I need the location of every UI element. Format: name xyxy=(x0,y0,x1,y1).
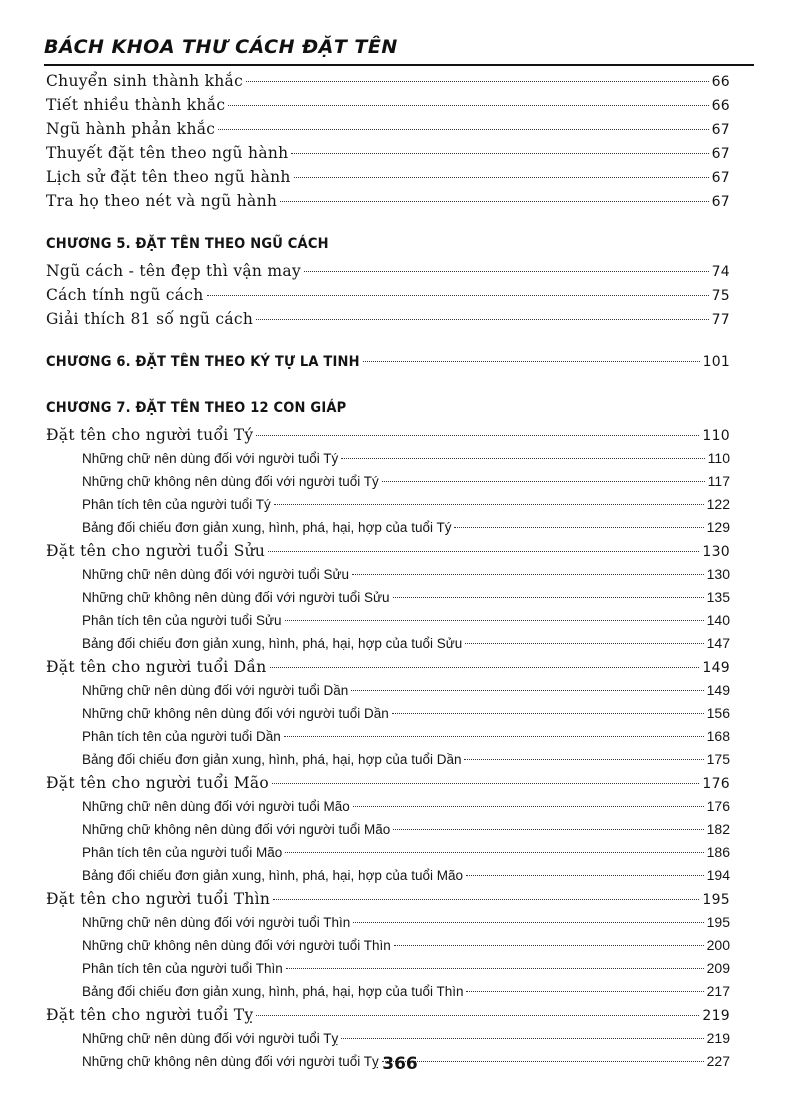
toc-subentry xyxy=(46,960,730,983)
dot-leader xyxy=(341,458,704,459)
page-ref: 67 xyxy=(711,122,730,138)
toc-entry xyxy=(46,168,730,192)
toc-section xyxy=(46,1006,730,1030)
toc-subentry xyxy=(46,450,730,473)
toc-subentry xyxy=(46,914,730,937)
chapter-title: CHƯƠNG 7. ĐẶT TÊN THEO 12 CON GIÁP xyxy=(46,400,347,416)
dot-leader xyxy=(280,201,708,202)
entry-title: Những chữ không nên dùng đối với người tuổi Tỵ xyxy=(82,1054,379,1069)
page-ref: 66 xyxy=(711,74,730,90)
entry-title: Những chữ nên dùng đối với người tuổi Sửu xyxy=(82,567,350,582)
entry-title: Những chữ không nên dùng đối với người tuổi Thìn xyxy=(82,938,391,953)
page-ref: 75 xyxy=(711,288,730,304)
toc-subentry xyxy=(46,798,730,821)
dot-leader xyxy=(218,129,708,130)
dot-leader xyxy=(207,295,709,296)
dot-leader xyxy=(270,667,700,668)
dot-leader xyxy=(285,852,703,853)
entry-title: Phân tích tên của người tuổi Mão xyxy=(82,845,283,860)
toc-subentry xyxy=(46,821,730,844)
dot-leader xyxy=(256,435,699,436)
dot-leader xyxy=(274,504,704,505)
entry-title: Đặt tên cho người tuổi Mão xyxy=(46,774,270,792)
toc-entry xyxy=(46,72,730,96)
page-ref: 74 xyxy=(711,264,730,280)
toc-subentry xyxy=(46,519,730,542)
toc-subentry xyxy=(46,496,730,519)
toc-subentry xyxy=(46,1030,730,1053)
toc-subentry xyxy=(46,983,730,1006)
page-ref: 217 xyxy=(706,983,730,999)
entry-title: Đặt tên cho người tuổi Dần xyxy=(46,658,267,676)
entry-title: Bảng đối chiếu đơn giản xung, hình, phá, hại, hợp của tuổi Mão xyxy=(82,868,463,883)
dot-leader xyxy=(466,991,703,992)
header-rule xyxy=(44,64,754,66)
entry-title: Phân tích tên của người tuổi Dần xyxy=(82,729,281,744)
page-ref: 110 xyxy=(702,428,730,444)
toc-entry xyxy=(46,120,730,144)
dot-leader xyxy=(285,620,704,621)
dot-leader xyxy=(351,690,703,691)
chapter-title: CHƯƠNG 5. ĐẶT TÊN THEO NGŨ CÁCH xyxy=(46,236,329,252)
dot-leader xyxy=(454,527,703,528)
page-ref: 147 xyxy=(706,635,730,651)
entry-title: Bảng đối chiếu đơn giản xung, hình, phá, hại, hợp của tuổi Dần xyxy=(82,752,462,767)
entry-title: Ngũ cách - tên đẹp thì vận may xyxy=(46,262,302,280)
chapter-7-sections xyxy=(46,426,730,1076)
entry-title: Phân tích tên của người tuổi Sửu xyxy=(82,613,282,628)
toc-entry xyxy=(46,310,730,334)
entry-title: Ngũ hành phản khắc xyxy=(46,120,216,138)
page-ref: 130 xyxy=(706,566,730,582)
toc-subentry xyxy=(46,566,730,589)
page-ref: 195 xyxy=(706,914,730,930)
page-ref: 149 xyxy=(706,682,730,698)
dot-leader xyxy=(393,597,704,598)
page-ref: 227 xyxy=(706,1053,730,1069)
dot-leader xyxy=(228,105,708,106)
page-ref: 122 xyxy=(706,496,730,512)
chapter-5-heading xyxy=(46,236,730,262)
dot-leader xyxy=(466,875,704,876)
dot-leader xyxy=(256,1015,699,1016)
entry-title: Những chữ nên dùng đối với người tuổi Tý xyxy=(82,451,339,466)
dot-leader xyxy=(341,1038,703,1039)
entry-title: Phân tích tên của người tuổi Tý xyxy=(82,497,271,512)
page-ref: 219 xyxy=(706,1030,730,1046)
dot-leader xyxy=(286,968,704,969)
page-ref: 135 xyxy=(706,589,730,605)
dot-leader xyxy=(382,481,705,482)
page-ref: 140 xyxy=(706,612,730,628)
entry-title: Lịch sử đặt tên theo ngũ hành xyxy=(46,168,291,186)
page-ref: 194 xyxy=(706,867,730,883)
entry-title: Những chữ nên dùng đối với người tuổi Mão xyxy=(82,799,350,814)
page-ref: 186 xyxy=(706,844,730,860)
page-ref: 219 xyxy=(702,1008,730,1024)
entry-title: Những chữ không nên dùng đối với người tuổi Dần xyxy=(82,706,389,721)
dot-leader xyxy=(353,806,704,807)
entry-title: Tiết nhiều thành khắc xyxy=(46,96,226,114)
dot-leader xyxy=(465,643,703,644)
dot-leader xyxy=(268,551,699,552)
entry-title: Những chữ không nên dùng đối với người tuổi Mão xyxy=(82,822,391,837)
entry-title: Đặt tên cho người tuổi Tỵ xyxy=(46,1006,254,1024)
page-ref: 67 xyxy=(711,194,730,210)
entry-title: Bảng đối chiếu đơn giản xung, hình, phá, hại, hợp của tuổi Sửu xyxy=(82,636,463,651)
entry-title: Bảng đối chiếu đơn giản xung, hình, phá, hại, hợp của tuổi Thìn xyxy=(82,984,464,999)
chapter-6-heading xyxy=(46,354,730,380)
entry-title: Giải thích 81 số ngũ cách xyxy=(46,310,254,328)
dot-leader xyxy=(392,713,704,714)
page-ref: 182 xyxy=(706,821,730,837)
page-ref: 117 xyxy=(707,473,730,489)
entry-title: Đặt tên cho người tuổi Tý xyxy=(46,426,254,444)
page-ref: 156 xyxy=(706,705,730,721)
entry-title: Những chữ nên dùng đối với người tuổi Dần xyxy=(82,683,349,698)
dot-leader xyxy=(394,945,704,946)
entry-title: Những chữ không nên dùng đối với người tuổi Sửu xyxy=(82,590,390,605)
dot-leader xyxy=(291,153,708,154)
page-ref: 67 xyxy=(711,146,730,162)
running-header: BÁCH KHOA THƯ CÁCH ĐẶT TÊN xyxy=(44,36,398,58)
dot-leader xyxy=(304,271,709,272)
page-ref: 110 xyxy=(707,450,730,466)
page-ref: 77 xyxy=(711,312,730,328)
page-ref: 176 xyxy=(702,776,730,792)
entry-title: Đặt tên cho người tuổi Sửu xyxy=(46,542,266,560)
dot-leader xyxy=(352,574,704,575)
dot-leader xyxy=(294,177,709,178)
dot-leader xyxy=(272,783,699,784)
dot-leader xyxy=(284,736,704,737)
page-ref: 195 xyxy=(702,892,730,908)
page-ref: 200 xyxy=(706,937,730,953)
page-ref: 67 xyxy=(711,170,730,186)
page-ref: 149 xyxy=(702,660,730,676)
intro-entries xyxy=(46,72,730,216)
chapter-title: CHƯƠNG 6. ĐẶT TÊN THEO KÝ TỰ LA TINH xyxy=(46,354,360,370)
toc-entry xyxy=(46,144,730,168)
toc-entry xyxy=(46,192,730,216)
entry-title: Thuyết đặt tên theo ngũ hành xyxy=(46,144,289,162)
dot-leader xyxy=(273,899,699,900)
page-number: 366 xyxy=(382,1054,418,1074)
dot-leader xyxy=(464,759,703,760)
toc-entry xyxy=(46,262,730,286)
page-ref: 168 xyxy=(706,728,730,744)
table-of-contents xyxy=(46,72,730,1076)
toc-subentry xyxy=(46,705,730,728)
dot-leader xyxy=(393,829,703,830)
page-ref: 130 xyxy=(702,544,730,560)
entry-title: Chuyển sinh thành khắc xyxy=(46,72,244,90)
dot-leader xyxy=(246,81,709,82)
page-ref: 66 xyxy=(711,98,730,114)
toc-subentry xyxy=(46,473,730,496)
dot-leader xyxy=(363,361,700,362)
toc-subentry xyxy=(46,937,730,960)
chapter-5-entries xyxy=(46,262,730,334)
entry-title: Những chữ nên dùng đối với người tuổi Thìn xyxy=(82,915,351,930)
toc-subentry xyxy=(46,682,730,705)
toc-entry xyxy=(46,96,730,120)
dot-leader xyxy=(353,922,703,923)
entry-title: Những chữ nên dùng đối với người tuổi Tỵ xyxy=(82,1031,339,1046)
chapter-7-heading xyxy=(46,400,730,426)
toc-subentry xyxy=(46,635,730,658)
page-ref: 209 xyxy=(706,960,730,976)
entry-title: Đặt tên cho người tuổi Thìn xyxy=(46,890,271,908)
toc-subentry xyxy=(46,867,730,890)
toc-section xyxy=(46,658,730,682)
dot-leader xyxy=(256,319,708,320)
toc-section xyxy=(46,890,730,914)
entry-title: Bảng đối chiếu đơn giản xung, hình, phá, hại, hợp của tuổi Tý xyxy=(82,520,452,535)
page-ref: 129 xyxy=(706,519,730,535)
page-ref: 101 xyxy=(702,354,730,370)
entry-title: Những chữ không nên dùng đối với người tuổi Tý xyxy=(82,474,379,489)
page-ref: 175 xyxy=(706,751,730,767)
page-ref: 176 xyxy=(706,798,730,814)
toc-subentry xyxy=(46,612,730,635)
toc-subentry xyxy=(46,751,730,774)
entry-title: Phân tích tên của người tuổi Thìn xyxy=(82,961,283,976)
entry-title: Cách tính ngũ cách xyxy=(46,286,204,304)
toc-section xyxy=(46,426,730,450)
toc-section xyxy=(46,774,730,798)
toc-section xyxy=(46,542,730,566)
entry-title: Tra họ theo nét và ngũ hành xyxy=(46,192,278,210)
toc-subentry xyxy=(46,844,730,867)
toc-subentry xyxy=(46,589,730,612)
toc-subentry xyxy=(46,728,730,751)
toc-entry xyxy=(46,286,730,310)
